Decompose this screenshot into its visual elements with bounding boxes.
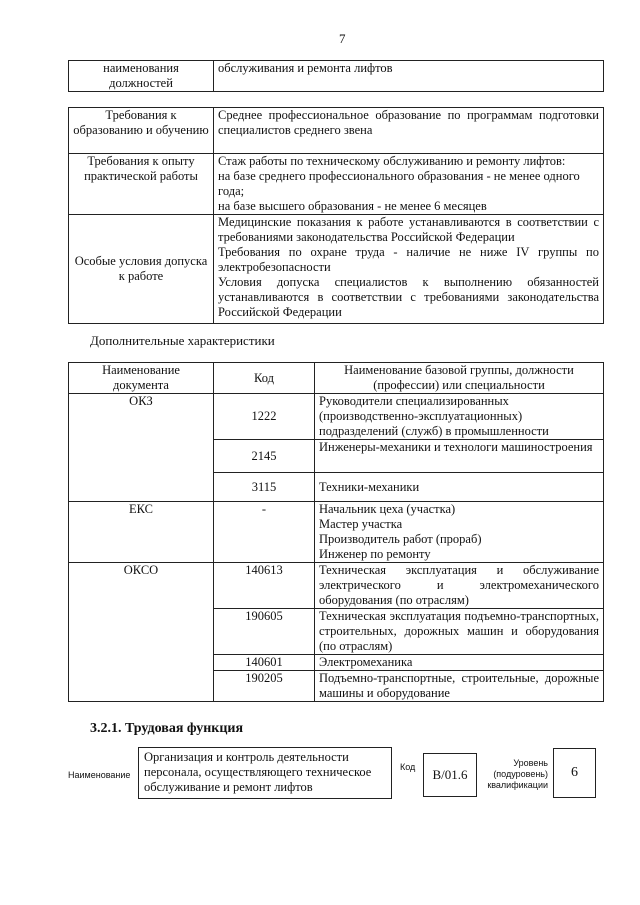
table-row <box>69 563 604 609</box>
code-cell: 190205 <box>214 671 315 702</box>
name-cell: Техническая эксплуатация и обслуживание электрического и электромеханического оборудования (по отраслям) <box>315 563 604 609</box>
requirements-row <box>69 108 604 154</box>
top-table <box>68 60 604 92</box>
level-box <box>553 748 596 798</box>
page-number: 7 <box>339 31 346 46</box>
name-cell: Техники-механики <box>315 473 604 502</box>
code-label: Код <box>400 762 416 772</box>
additional-title: Дополнительные характеристики <box>90 333 275 348</box>
requirements-text: на базе среднего профессионального образования - не менее одного года; <box>218 169 580 198</box>
code-cell: 140601 <box>214 655 315 671</box>
top-table-right: обслуживания и ремонта лифтов <box>214 61 604 92</box>
header-name: Наименование базовой группы, должности (профессии) или специальности <box>315 363 604 394</box>
code-cell: 190605 <box>214 609 315 655</box>
table-row <box>69 394 604 440</box>
requirements-label: Требования к образованию и обучению <box>69 108 214 154</box>
qualification-level: 6 <box>571 765 578 780</box>
doc-cell: ЕКС <box>69 502 214 563</box>
function-name-box <box>138 747 392 799</box>
name-cell: Техническая эксплуатация подъемно-транспортных, строительных, дорожных машин и оборудования (по отраслям) <box>315 609 604 655</box>
requirements-table <box>68 107 604 324</box>
function-name: Организация и контроль деятельности персонала, осуществляющего техническое обслуживание и ремонт лифтов <box>144 750 372 794</box>
header-code: Код <box>214 363 315 394</box>
name-cell: Подъемно-транспортные, строительные, дорожные машины и оборудование <box>315 671 604 702</box>
code-box <box>423 753 477 797</box>
name-cell: Электромеханика <box>315 655 604 671</box>
function-code: В/01.6 <box>432 767 468 782</box>
doc-cell: ОКЗ <box>69 394 214 502</box>
top-table-left: наименования должностей <box>69 61 214 92</box>
table-header-row <box>69 363 604 394</box>
requirements-label: Особые условия допуска к работе <box>69 215 214 324</box>
name-cell: Инженеры-механики и технологи машиностроения <box>315 440 604 473</box>
code-cell: 2145 <box>214 440 315 473</box>
name-cell: Начальник цеха (участка) Мастер участка Производитель работ (прораб) Инженер по ремонту <box>315 502 604 563</box>
name-label: Наименование <box>68 770 131 780</box>
characteristics-table <box>68 362 604 702</box>
doc-cell: ОКСО <box>69 563 214 702</box>
section-title: 3.2.1. Трудовая функция <box>90 721 244 736</box>
requirements-row <box>69 215 604 324</box>
requirements-label: Требования к опыту практической работы <box>69 154 214 215</box>
table-row <box>69 502 604 563</box>
code-cell: 3115 <box>214 473 315 502</box>
requirements-row <box>69 154 604 215</box>
requirements-text: Стаж работы по техническому обслуживанию и ремонту лифтов: <box>218 154 566 168</box>
requirements-text: Условия допуска специалистов к выполнению обязанностей устанавливаются в соответствии с требованиями законодательства Российской Федерации <box>218 275 599 319</box>
requirements-text: на базе высшего образования - не менее 6 месяцев <box>218 199 487 213</box>
requirements-text: Требования по охране труда - наличие не ниже IV группы по электробезопасности <box>218 245 599 274</box>
code-cell: 1222 <box>214 394 315 440</box>
header-doc: Наименование документа <box>69 363 214 394</box>
level-label: Уровень (подуровень) квалификации <box>487 758 548 790</box>
code-cell: 140613 <box>214 563 315 609</box>
requirements-text: Медицинские показания к работе устанавливаются в соответствии с требованиями законодательства Российской Федерации <box>218 215 599 244</box>
name-cell: Руководители специализированных (производственно-эксплуатационных) подразделений (служб) в промышленности <box>315 394 604 440</box>
code-cell: - <box>214 502 315 563</box>
requirements-text: Среднее профессиональное образование по программам подготовки специалистов среднего звена <box>214 108 604 154</box>
